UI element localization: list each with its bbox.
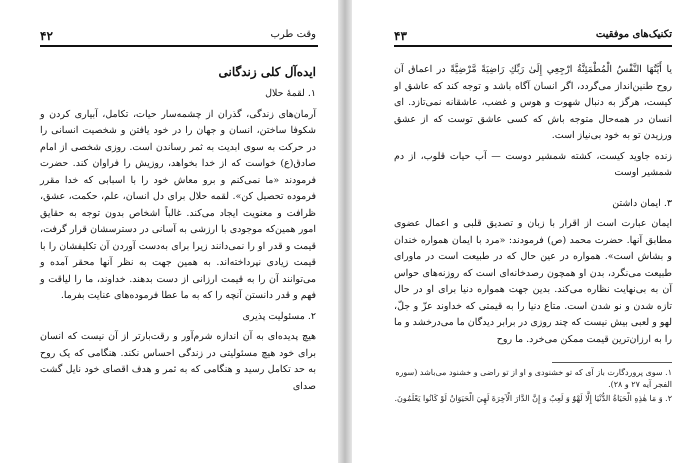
footnote-separator: [552, 362, 672, 363]
section-heading-faith: ۳. ایمان داشتن: [612, 197, 672, 209]
section-paragraph-responsibility: هیچ پدیده‌ای به آن اندازه شرم‌آور و رقت‌بارتر از آن نیست که انسان برای خود هیچ مسئولیتی در زندگی احساس نکند. هنگامی که یک روح به حد تکامل رسید و هنگامی که به ثمر و هدف اقصای خود نایل گشت صدای: [40, 331, 316, 392]
poem-verse: زنده جاوید کیست، کشته شمشیر دوست — آب حیات قلوب، از دم شمشیر اوست: [394, 150, 672, 178]
left-running-title: وقت طرب: [270, 29, 316, 40]
intro-paragraph: یا أَیَّتُهَا النَّفْسُ الْمُطْمَئِنَّةُ ارْجِعِي إِلَىٰ رَبِّكِ رَاضِيَةً مَّرْضِيَّةً در اعماق آن روح طنین‌انداز می‌گردد، اگر انسان آگاه باشد و توجه کند که عاشق او کیست، هرگز به دنبال شهوت و هوس و غضب، عاشقانه نمی‌تازد. ای انسان در همه‌حال متوجه باش که کسی عاشق توست که از عشق ورزیدن تو به خود بی‌نیاز است.: [394, 64, 672, 141]
left-page-body: [40, 62, 316, 399]
right-page: [352, 0, 692, 463]
left-header-rule: [40, 45, 318, 47]
right-page-body: [394, 62, 672, 352]
left-page-header: [40, 29, 316, 45]
right-running-title: تکنیک‌های موفقیت: [595, 29, 672, 40]
section-paragraph-halal: آرمان‌های زندگی، گذران از چشمه‌سار حیات، تکامل، آبیاری کردن و شکوفا ساختن، انسان و جهان را در خود یافتن و شخصیت انسانی را در حرکت به سوی ابدیت به ثمر رساندن است. روزی شخصی از امام صادق(ع) خواست که از خدا بخواهد، روزیش را فراوان کند. حضرت فرمودند «ما نمی‌کنم و برو معاش خود را با اسبابی که خدا مقرر فرموده تحصیل کن». لقمه حلال برای دل انسان، علم، حکمت، عشق، ظرافت و معنویت ایجاد می‌کند. غالباً اشخاص بدون توجه به حقایق امور همین‌که موجودی با ارزشی به آسانی در دسترسشان قرار گرفت، قیمت و قدر او را نمی‌دانند زیرا برای به‌دست آوردن آن تکلیفشان را با قیمت زیادی نپرداخته‌اند. به همین جهت به نظر آنها محقر آمده و می‌توانند آن را به قیمت ارزانی از دست بدهند. خداوند، ما را لیاقت و فهم و قدر دانستن آنچه را که به ما عطا فرموده‌های عنایت بفرما.: [40, 108, 316, 301]
chapter-heading: ایده‌آل کلی زندگانی: [218, 65, 316, 79]
book-gutter: [338, 0, 352, 463]
section-heading-halal: ۱. لقمهٔ حلال: [265, 88, 316, 99]
left-page: [0, 0, 338, 463]
footnotes: [394, 367, 672, 407]
right-header-rule: [394, 45, 672, 47]
left-page-number: ۴۲: [40, 29, 53, 43]
section-heading-responsibility: ۲. مسئولیت پذیری: [242, 310, 316, 322]
footnote-1: ۱. سوی پروردگارت باز آی که تو خشنودی و او از تو راضی و خشنود می‌باشد (سوره الفجر آیه ۲۷ و ۲۸).: [395, 368, 672, 389]
right-page-header: [394, 29, 672, 45]
footnote-2: ۲. وَ مَا هٰذِهِ الْحَيَاةُ الدُّنْيَا إِلَّا لَهْوٌ وَ لَعِبٌ وَ إِنَّ الدَّارَ الْآخِرَةَ لَهِيَ الْحَيَوَانُ لَوْ كَانُوا يَعْلَمُونَ.: [394, 394, 672, 403]
section-paragraph-faith: ایمان عبارت است از اقرار با زبان و تصدیق قلبی و اعمال عضوی مطابق آنها. حضرت محمد (ص) فرمودند: «مرد با ایمان همواره خندان و بشاش است». همواره در عین حال که در طبیعت است در ماورای طبیعت می‌نگرد، بدن او همچون رصدخانه‌ای است که روزنه‌های حواس آن به بی‌نهایت نظاره می‌کند. بدین جهت همواره دنیا برای او در حال تازه شدن و نو شدن است. متاع دنیا را به قیمتی که خداوند عزّ و جلّ، لهو و لعبی بیش نیست که چند روزی در برابر دیدگان ما می‌درخشد و ما را به ارزان‌ترین قیمت ممکن می‌خرد. ما روح: [394, 218, 672, 345]
right-page-number: ۴۳: [394, 29, 407, 43]
